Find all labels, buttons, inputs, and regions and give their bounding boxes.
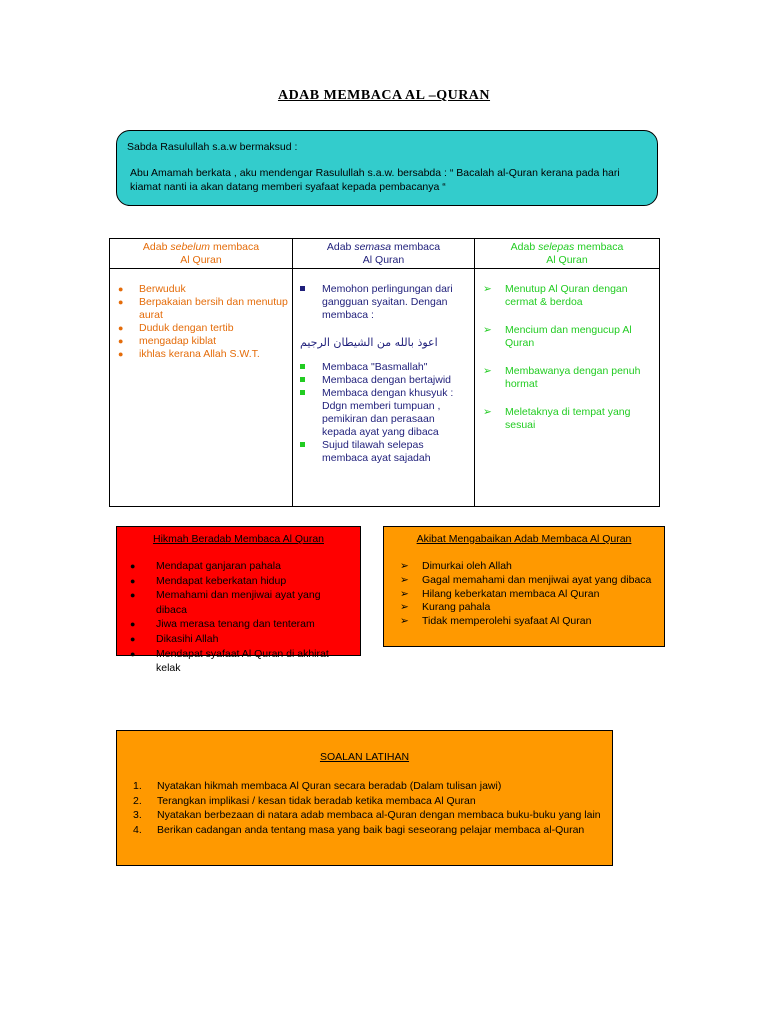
list-item: 1. Nyatakan hikmah membaca Al Quran secara beradab (Dalam tulisan jawi)	[133, 780, 502, 792]
circle-bullet-icon: ●	[118, 297, 124, 307]
circle-bullet-icon: ●	[118, 323, 124, 333]
list-item: ➢ Dimurkai oleh Allah	[400, 560, 512, 572]
arrow-bullet-icon: ➢	[400, 615, 409, 628]
list-item: Membaca "Basmallah"	[300, 361, 468, 374]
arrow-bullet-icon: ➢	[483, 365, 492, 377]
emphasis-word: sebelum	[170, 241, 211, 253]
list-item: ➢ Mencium dan mengucup Al Quran	[483, 324, 632, 349]
hadith-quote-box	[116, 130, 658, 206]
hikmah-box	[116, 526, 361, 675]
hikmah-list	[123, 546, 354, 676]
akibat-list	[390, 546, 658, 629]
list-item: 3. Nyatakan berbezaan di natara adab membaca al-Quran dengan membaca buku-buku yang lain	[133, 809, 601, 821]
circle-bullet-icon: ●	[118, 284, 124, 294]
list-item: 2. Terangkan implikasi / kesan tidak beradab ketika membaca Al Quran	[133, 794, 476, 807]
list-item: Sujud tilawah selepas membaca ayat sajadah	[300, 439, 468, 465]
list-item: ● Dikasihi Allah	[130, 632, 219, 645]
square-bullet-icon	[300, 442, 305, 447]
circle-bullet-icon: ●	[118, 336, 124, 346]
list-item: ➢ Menutup Al Quran dengan cermat & berdoa	[483, 283, 628, 308]
arrow-bullet-icon: ➢	[483, 406, 492, 418]
list-item: ➢ Kurang pahala	[400, 601, 491, 614]
list-item: ➢ Tidak memperolehi syafaat Al Quran	[400, 615, 592, 628]
selepas-list	[475, 269, 659, 432]
akibat-heading: Akibat Mengabaikan Adab Membaca Al Quran	[416, 533, 632, 545]
arrow-bullet-icon: ➢	[400, 587, 409, 600]
soalan-heading: SOALAN LATIHAN	[319, 751, 410, 763]
soalan-latihan-box	[116, 730, 613, 866]
quote-intro: Sabda Rasulullah s.a.w bermaksud :	[127, 141, 298, 153]
list-item: ➢ Gagal memahami dan menjiwai ayat yang dibaca	[400, 573, 652, 586]
semasa-first-list	[300, 283, 468, 322]
adab-table	[109, 238, 660, 507]
circle-bullet-icon: ●	[130, 633, 136, 644]
circle-bullet-icon: ●	[118, 349, 124, 359]
list-item: ➢ Meletaknya di tempat yang sesuai	[483, 406, 631, 431]
list-item: ● Memahami dan menjiwai ayat yang dibaca	[130, 589, 321, 616]
square-bullet-icon	[300, 364, 305, 369]
column-semasa-header: Adab semasa membaca Al Quran	[293, 239, 474, 269]
arrow-bullet-icon: ➢	[483, 283, 492, 295]
circle-bullet-icon: ●	[130, 575, 136, 586]
sebelum-list	[110, 269, 292, 361]
square-bullet-icon	[300, 390, 305, 395]
soalan-list	[125, 779, 604, 837]
list-item: ● Mendapat syafaat Al Quran di akhirat kelak	[130, 647, 329, 675]
list-item: ● Duduk dengan tertib	[118, 322, 234, 334]
semasa-body	[293, 269, 474, 465]
emphasis-word: semasa	[354, 241, 392, 253]
circle-bullet-icon: ●	[130, 619, 136, 630]
arrow-bullet-icon: ➢	[483, 324, 492, 336]
list-item: Membaca dengan bertajwid	[300, 374, 468, 387]
list-item: ● Jiwa merasa tenang dan tenteram	[130, 618, 315, 631]
column-selepas-header: Adab selepas membaca Al Quran	[475, 239, 659, 269]
arrow-bullet-icon: ➢	[400, 601, 409, 614]
arrow-bullet-icon: ➢	[400, 560, 409, 572]
circle-bullet-icon: ●	[130, 590, 136, 601]
list-item: ● ikhlas kerana Allah S.W.T.	[118, 348, 260, 360]
list-item: ● Mendapat ganjaran pahala	[130, 560, 281, 572]
list-item: Memohon perlingungan dari gangguan syaitan. Dengan membaca :	[300, 283, 468, 322]
arrow-bullet-icon: ➢	[400, 573, 409, 586]
list-item: ● Mendapat keberkatan hidup	[130, 574, 287, 587]
semasa-list	[300, 361, 468, 465]
page-title: ADAB MEMBACA AL –QURAN	[277, 88, 491, 103]
list-item: 4. Berikan cadangan anda tentang masa yang baik bagi seseorang pelajar membaca al-Quran	[133, 823, 585, 836]
list-item: ➢ Membawanya dengan penuh hormat	[483, 365, 641, 390]
list-item: ➢ Hilang keberkatan membaca Al Quran	[400, 587, 600, 600]
hikmah-heading: Hikmah Beradab Membaca Al Quran	[153, 533, 324, 545]
list-item: Membaca dengan khusyuk : Ddgn memberi tumpuan , pemikiran dan perasaan kepada ayat yang dibaca	[300, 387, 468, 439]
circle-bullet-icon: ●	[130, 561, 136, 571]
column-sebelum	[110, 239, 293, 506]
column-selepas	[475, 239, 659, 506]
akibat-box	[383, 526, 665, 647]
list-item: ● Berwuduk	[118, 283, 186, 295]
list-item: ● mengadap kiblat	[118, 335, 217, 347]
quote-text: Abu Amamah berkata , aku mendengar Rasulullah s.a.w. bersabda : “ Bacalah al-Quran kerana pada hari kiamat nanti ia akan datang memberi syafaat kepada pembacanya “	[130, 167, 620, 193]
circle-bullet-icon: ●	[130, 648, 136, 659]
square-bullet-icon	[300, 377, 305, 382]
column-sebelum-header: Adab sebelum membaca Al Quran	[110, 239, 292, 269]
square-bullet-icon	[300, 286, 305, 291]
column-semasa	[293, 239, 475, 506]
arabic-isti-adhah: اعوذ بالله من الشيطان الرجيم	[300, 336, 438, 349]
list-item: ● Berpakaian bersih dan menutup aurat	[118, 296, 288, 321]
emphasis-word: selepas	[538, 241, 575, 253]
